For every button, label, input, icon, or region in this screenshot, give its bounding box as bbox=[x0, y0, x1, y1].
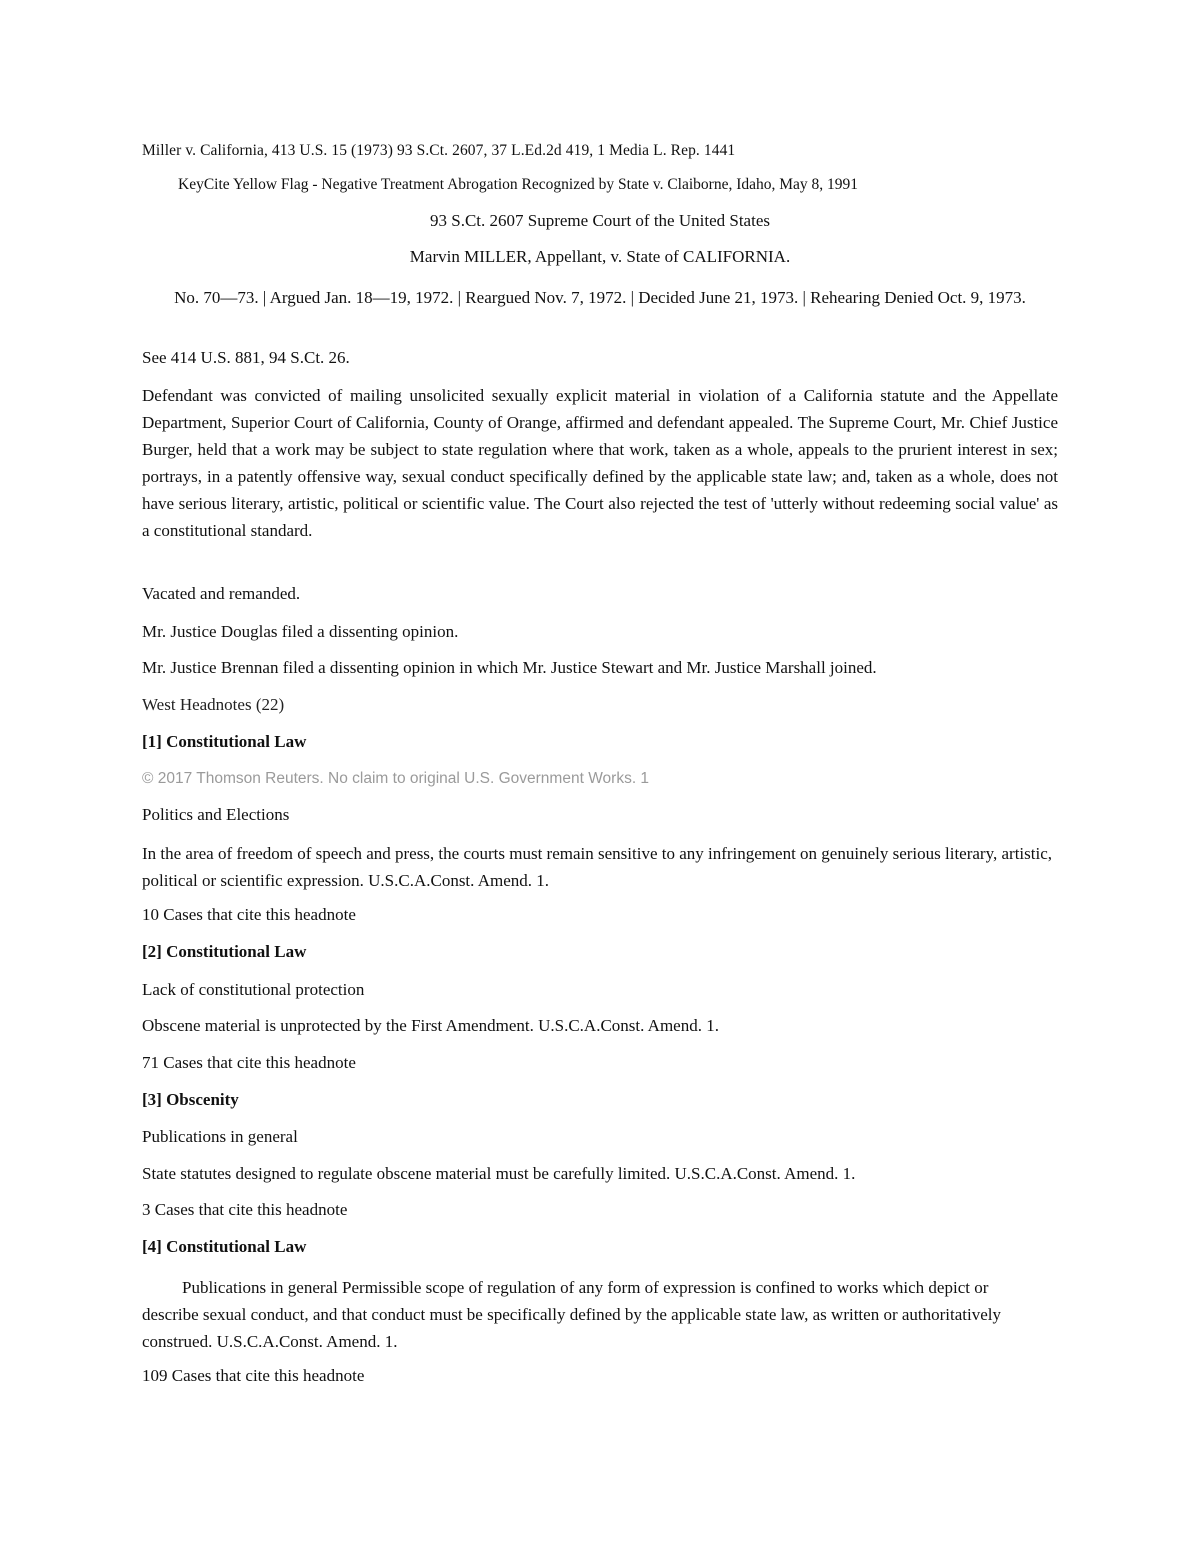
headnote-2-topic: Lack of constitutional protection bbox=[142, 980, 365, 999]
copyright-footer: © 2017 Thomson Reuters. No claim to original U.S. Government Works. 1 bbox=[142, 770, 650, 787]
dissent-brennan: Mr. Justice Brennan filed a dissenting opinion in which Mr. Justice Stewart and Mr. Justice Marshall joined. bbox=[142, 658, 877, 677]
headnotes-title: West Headnotes (22) bbox=[142, 695, 285, 714]
disposition: Vacated and remanded. bbox=[142, 584, 301, 603]
headnote-2-heading: [2] Constitutional Law bbox=[142, 942, 307, 961]
headnote-4-text: Publications in general Permissible scope of regulation of any form of expression is confined to works which depict or describe sexual conduct, and that conduct must be specifically defined by the applicable state law, as written or authoritatively construed. U.S.C.A.Const. Amend. 1. bbox=[142, 1278, 1001, 1351]
headnote-4-cites[interactable]: 109 Cases that cite this headnote bbox=[142, 1366, 365, 1385]
headnote-3-cites[interactable]: 3 Cases that cite this headnote bbox=[142, 1200, 348, 1219]
headnote-1-topic: Politics and Elections bbox=[142, 805, 290, 824]
case-citation: Miller v. California, 413 U.S. 15 (1973) 93 S.Ct. 2607, 37 L.Ed.2d 419, 1 Media L. Rep. 1441 bbox=[142, 142, 736, 159]
see-citation: See 414 U.S. 881, 94 S.Ct. 26. bbox=[142, 348, 350, 367]
keycite-flag: KeyCite Yellow Flag - Negative Treatment Abrogation Recognized by State v. Claiborne, Idaho, May 8, 1991 bbox=[178, 176, 859, 193]
case-parties: Marvin MILLER, Appellant, v. State of CALIFORNIA. bbox=[409, 247, 791, 266]
synopsis-paragraph: Defendant was convicted of mailing unsolicited sexually explicit material in violation of a California statute and the Appellate Department, Superior Court of California, County of Orange, affirmed and defendant appealed. The Supreme Court, Mr. Chief Justice Burger, held that a work may be subject to state regulation where that work, taken as a whole, appeals to the prurient interest in sex; portrays, in a patently offensive way, sexual conduct specifically defined by the applicable state law; and, taken as a whole, does not have serious literary, artistic, political or scientific value. The Court also rejected the test of 'utterly without redeeming social value' as a constitutional standard. bbox=[142, 386, 1058, 540]
headnote-3-heading: [3] Obscenity bbox=[142, 1090, 239, 1109]
headnote-3-topic: Publications in general bbox=[142, 1127, 298, 1146]
court-name: 93 S.Ct. 2607 Supreme Court of the United States bbox=[430, 211, 770, 230]
docket-history: No. 70—73. | Argued Jan. 18—19, 1972. | Reargued Nov. 7, 1972. | Decided June 21, 1973. | Rehearing Denied Oct. 9, 1973. bbox=[174, 288, 1026, 307]
headnote-2-cites[interactable]: 71 Cases that cite this headnote bbox=[142, 1053, 356, 1072]
headnote-1-cites[interactable]: 10 Cases that cite this headnote bbox=[142, 905, 356, 924]
dissent-douglas: Mr. Justice Douglas filed a dissenting opinion. bbox=[142, 622, 459, 641]
headnote-2-text: Obscene material is unprotected by the First Amendment. U.S.C.A.Const. Amend. 1. bbox=[142, 1016, 719, 1035]
headnote-4-heading: [4] Constitutional Law bbox=[142, 1237, 307, 1256]
headnote-1-heading: [1] Constitutional Law bbox=[142, 732, 307, 751]
headnote-3-text: State statutes designed to regulate obscene material must be carefully limited. U.S.C.A.Const. Amend. 1. bbox=[142, 1164, 856, 1183]
headnote-1-text: In the area of freedom of speech and press, the courts must remain sensitive to any infringement on genuinely serious literary, artistic, political or scientific expression. U.S.C.A.Const. Amend. 1. bbox=[142, 844, 1052, 890]
